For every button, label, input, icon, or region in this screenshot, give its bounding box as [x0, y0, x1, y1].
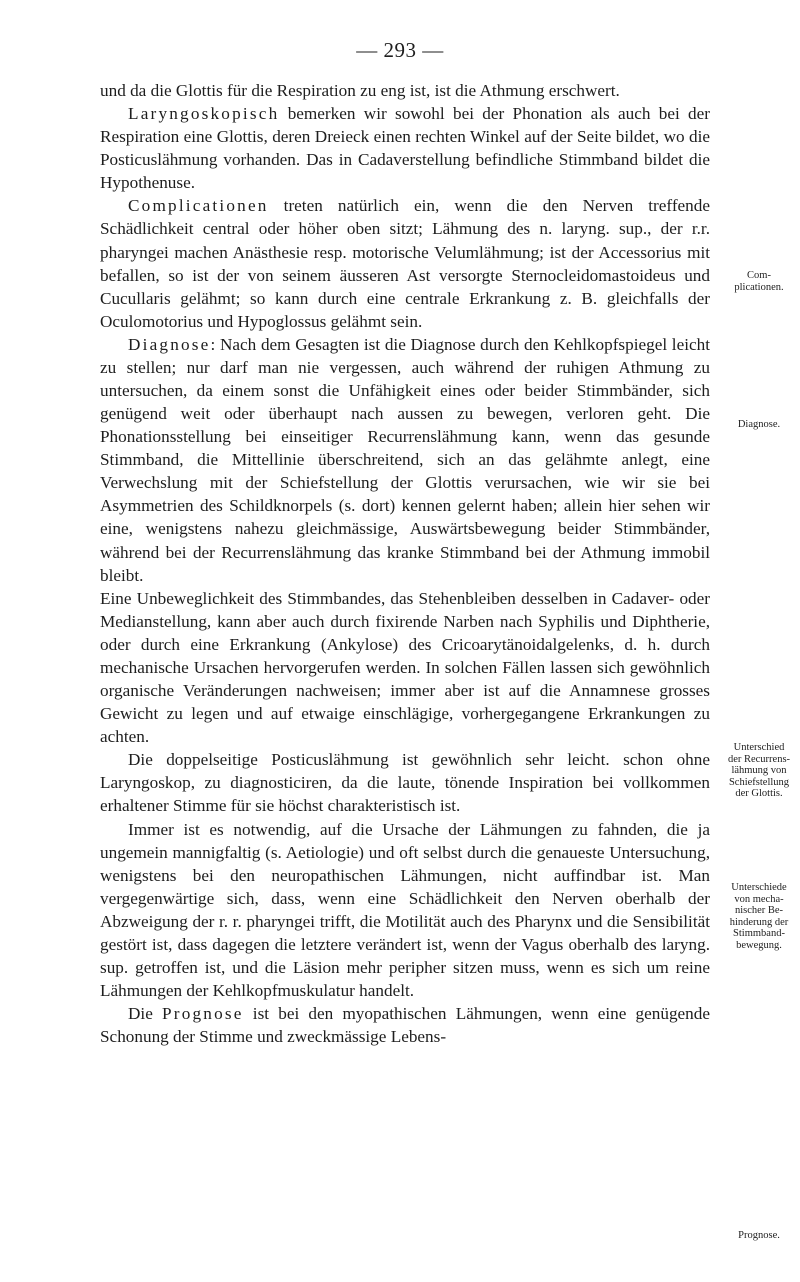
margin-note-prognose: Prognose. [738, 1230, 780, 1241]
lead-term-complicationen: Complicationen [128, 196, 269, 216]
margin-note-unterschied-schiefstellung: Unterschied der Recurrens- lähmung von Schiefstellung der Glottis. [727, 742, 791, 799]
main-text [100, 79, 710, 1048]
paragraph-3: Complicationen treten natürlich ein, wenn die den Nerven treffende Schädlichkeit central oder höher oben sitzt; Lähmung des n. laryng. sup., der r.r. pharyngei machen Anästhesie resp. motorische Velumlähmung; ist der Accessorius mit befallen, so ist der von seinem äusseren Ast versorgte Sternocleidomastoideus und Cucullaris gelähmt; so kann durch eine centrale Erkrankung z. B. gleichfalls der Oculomotorius und Hypoglossus gelähmt sein. [100, 196, 710, 331]
paragraph-5: Eine Unbeweglichkeit des Stimmbandes, das Stehenbleiben desselben in Cadaver- oder Medianstellung, kann aber auch durch fixirende Narben nach Syphilis und Diphtherie, oder durch eine Erkrankung (Ankylose) des Cricoarytänoidalgelenks, d. h. durch mechanische Ursachen hervorgerufen werden. In solchen Fällen lassen sich gewöhnlich organische Veränderungen nachweisen; immer aber ist auf die Annamnese grosses Gewicht zu legen und auf etwaige einschlägige, vorhergegangene Erkrankungen zu achten. [100, 588, 710, 747]
paragraph-7: Immer ist es notwendig, auf die Ursache der Lähmungen zu fahnden, die ja ungemein mannigfaltig (s. Aetiologie) und oft selbst durch die genaueste Untersuchung, wenigstens bei den neuropathischen Lähmungen, nicht auffindbar ist. Man vergegenwärtige sich, dass, wenn eine Schädlichkeit den Nerven oberhalb der Abzweigung der r. r. pharyngei trifft, die Motilität auch des Pharynx und die Sensibilität gestört ist, dass dagegen die letztere verändert ist, wenn der Vagus oberhalb des laryng. sup. getroffen ist, und die Läsion mehr peripher sitzen muss, wenn es sich um reine Lähmungen der Kehlkopfmuskulatur handelt. [100, 819, 710, 1001]
lead-term-diagnose: Diagnose [128, 334, 211, 354]
paragraph-2: Laryngoskopisch bemerken wir sowohl bei der Phonation als auch bei der Respiration eine Glottis, deren Dreieck einen rechten Winkel auf der Seite bildet, wo die Posticuslähmung vorhanden. Das in Cadaverstellung befindliche Stimmband bildet die Hypothenuse. [100, 104, 710, 193]
margin-note-complicationen: Com- plicationen. [734, 270, 784, 293]
paragraph-1: und da die Glottis für die Respiration zu eng ist, ist die Athmung erschwert. [100, 81, 620, 100]
lead-term-prognose: Prognose [162, 1004, 244, 1024]
paragraph-8: Die Prognose ist bei den myopathischen Lähmungen, wenn eine genügende Schonung der Stimme und zweckmässige Lebens- [100, 1004, 710, 1047]
paragraph-6: Die doppelseitige Posticuslähmung ist gewöhnlich sehr leicht. schon ohne Laryngoskop, zu diagnosticiren, da die laute, tönende Inspiration bei vollkommen erhaltener Stimme für sie höchst charakteristisch ist. [100, 750, 710, 816]
paragraph-4: Diagnose: Nach dem Gesagten ist die Diagnose durch den Kehlkopfspiegel leicht zu stellen; nur darf man nie vergessen, auch während der ruhigen Athmung zu untersuchen, da einem sonst die Unfähigkeit eines oder beider Stimmbänder, sich genügend weit oder überhaupt nach aussen zu bewegen, verloren geht. Die Phonationsstellung bei einseitiger Recurrenslähmung kann, wenn das gesunde Stimmband, die Mittellinie überschreitend, sich an das gelähmte anlegt, eine Verwechslung mit der Schiefstellung der Glottis verursachen, wie wir sie bei Asymmetrien des Schildknorpels (s. dort) kennen gelernt haben; allein hier sehen wir eine, wenigstens nahezu gleichmässige, Auswärtsbewegung beider Stimmbänder, während bei der Recurrenslähmung das kranke Stimmband bei der Athmung immobil bleibt. [100, 334, 710, 585]
page-number: — 293 — [356, 38, 444, 62]
margin-note-diagnose: Diagnose. [737, 419, 781, 430]
margin-note-unterschiede-mechanisch: Unterschiede von mecha- nischer Be- hinderung der Stimmband- bewegung. [729, 882, 789, 951]
lead-term-laryngoskopisch: Laryngoskopisch [128, 104, 280, 124]
